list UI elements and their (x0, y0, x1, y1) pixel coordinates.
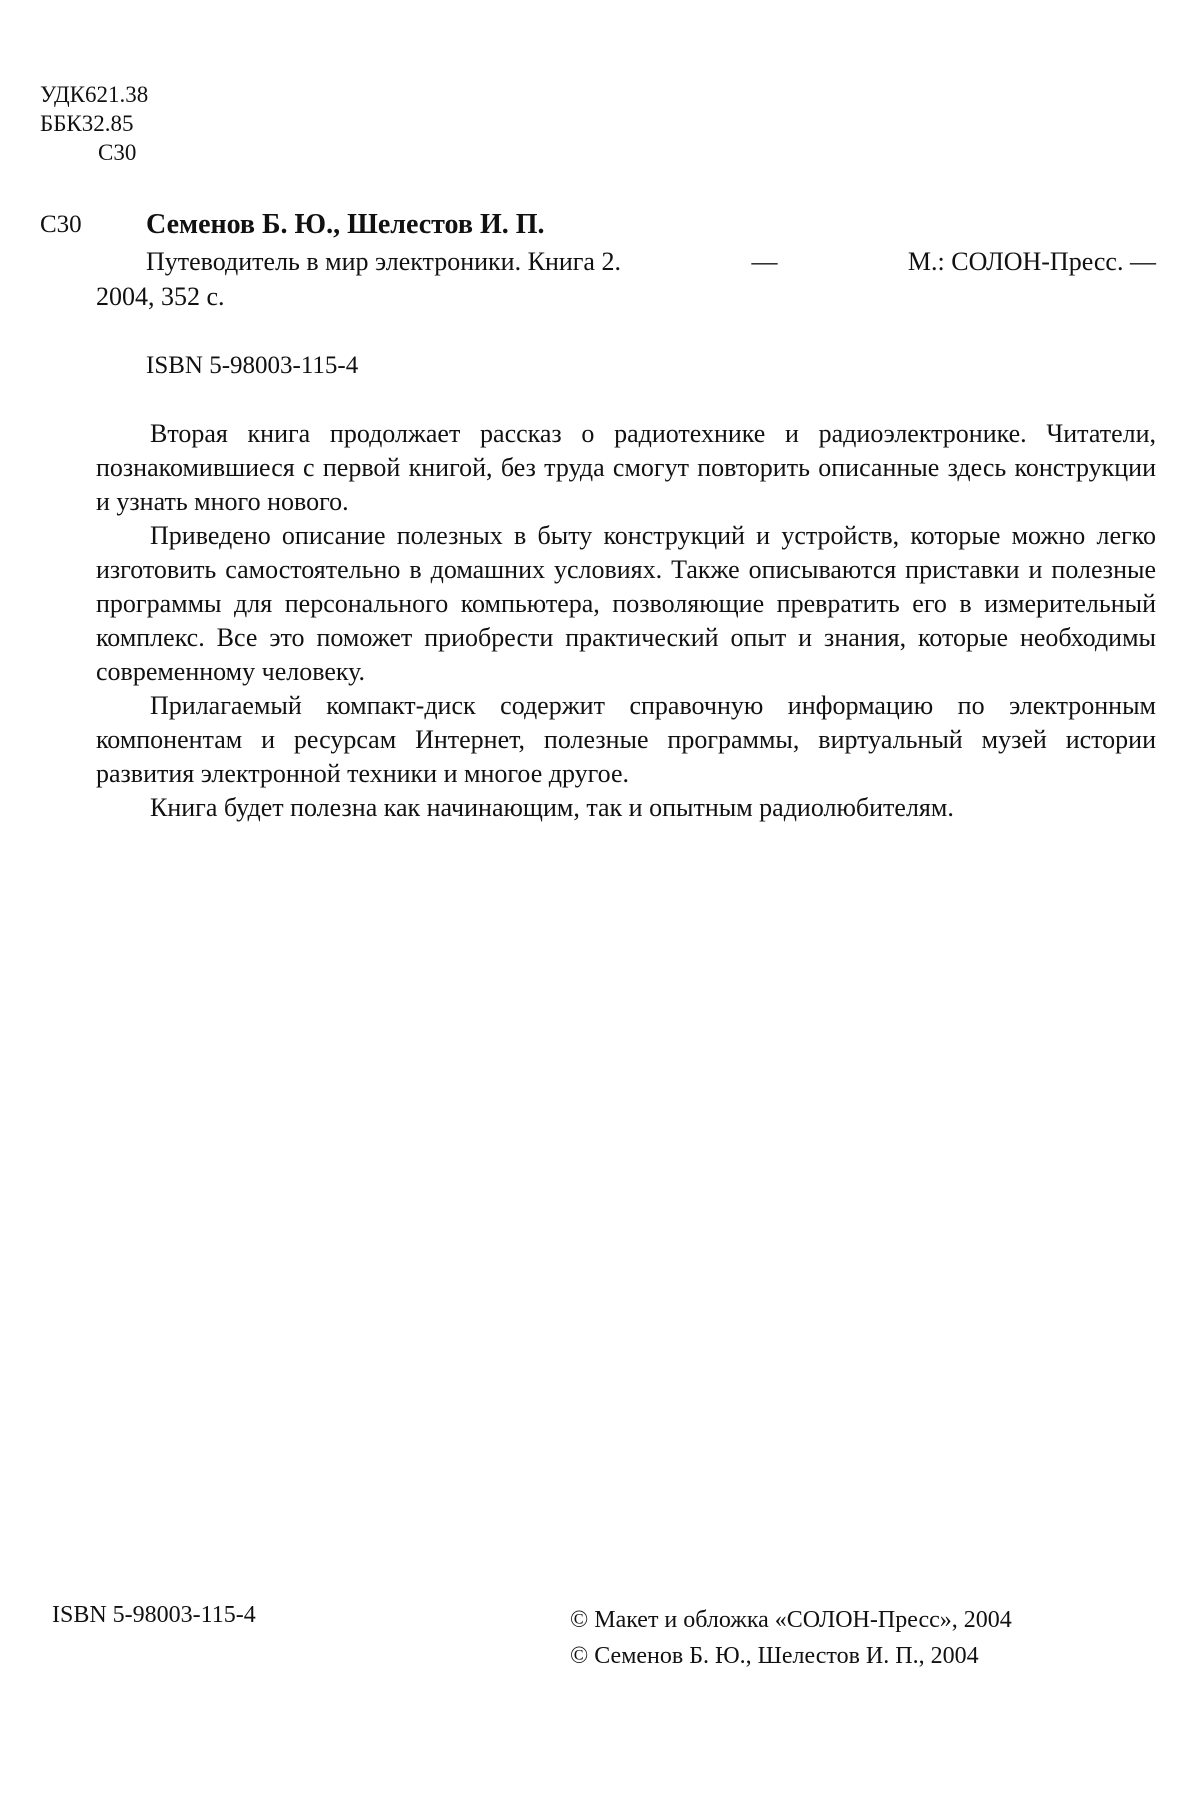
classification-codes (40, 80, 148, 167)
entry-authors: Семенов Б. Ю., Шелестов И. П. (146, 209, 545, 240)
annotation-paragraph: Приведено описание полезных в быту конструкций и устройств, которые можно легко изготовить самостоятельно в домашних условиях. Также описываются приставки и полезные программы для персонального компьютера, позволяющие превратить его в измерительный комплекс. Все это поможет приобрести практический опыт и знания, которые необходимы современному человеку. (96, 521, 1156, 686)
annotation-paragraph: Книга будет полезна как начинающим, так и опытным радиолюбителям. (150, 793, 954, 822)
udk-code: УДК621.38 (40, 82, 149, 107)
copyright-layout: © Макет и обложка «СОЛОН-Пресс», 2004 (570, 1607, 1012, 1633)
copyright-authors: © Семенов Б. Ю., Шелестов И. П., 2004 (570, 1643, 979, 1669)
entry-title: Путеводитель в мир электроники. Книга 2. (146, 247, 621, 276)
annotation (96, 417, 1156, 825)
entry-year-pages: 2004, 352 с. (96, 282, 225, 311)
entry-title-line (146, 245, 1156, 278)
bbk-code: ББК32.85 (40, 111, 134, 136)
entry-code: С30 (40, 211, 82, 238)
copyright-notices (570, 1602, 1012, 1674)
author-mark: С30 (98, 140, 137, 165)
isbn-bottom: ISBN 5-98003-115-4 (52, 1602, 256, 1628)
entry-dash: — (751, 247, 778, 276)
entry-publisher: М.: СОЛОН-Пресс. — (907, 247, 1156, 276)
annotation-paragraph: Вторая книга продолжает рассказ о радиотехнике и радиоэлектронике. Читатели, познакомившиеся с первой книгой, без труда смогут повторить описанные здесь конструкции и узнать много нового. (96, 419, 1156, 516)
isbn-top: ISBN 5-98003-115-4 (146, 352, 359, 379)
annotation-paragraph: Прилагаемый компакт-диск содержит справочную информацию по электронным компонентам и ресурсам Интернет, полезные программы, виртуальный музей истории развития электронной техники и многое другое. (96, 691, 1156, 788)
